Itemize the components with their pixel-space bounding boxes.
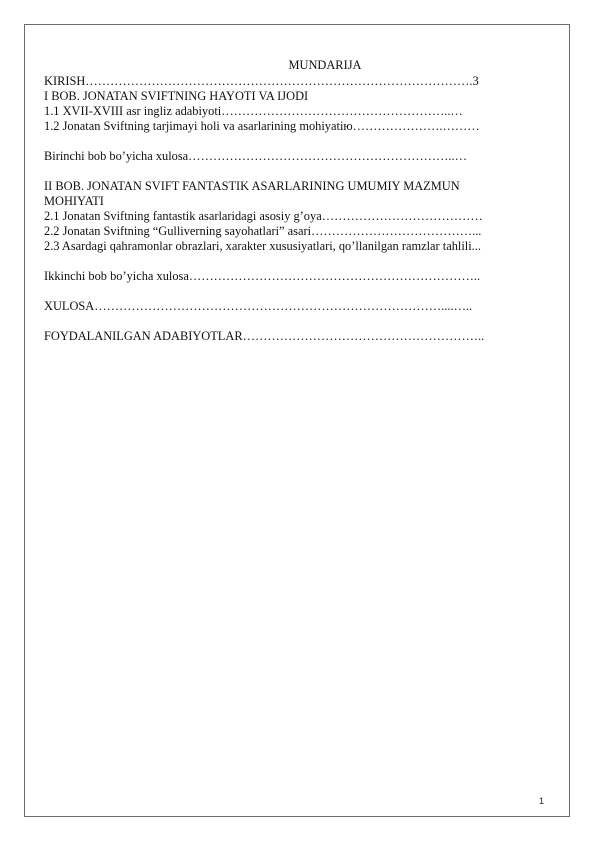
- toc-entry-references: FOYDALANILGAN ADABIYOTLAR…………………………………………………..: [44, 329, 485, 343]
- table-of-contents: [44, 58, 554, 344]
- page-number: 1: [539, 796, 545, 806]
- toc-spacer: [44, 134, 554, 149]
- toc-spacer: [44, 284, 554, 299]
- toc-spacer: [44, 314, 554, 329]
- toc-entry-1-1: 1.1 XVII-XVIII asr ingliz adabiyoti………………………………………………..…: [44, 104, 463, 118]
- toc-chapter-2-heading: II BOB. JONATAN SVIFT FANTASTIK ASARLARINING UMUMIY MAZMUN: [44, 179, 460, 193]
- toc-entry-kirish: KIRISH………………………………………………………………………………….3: [44, 74, 479, 88]
- toc-entry-xulosa: XULOSA…………………………………………………………………………....…..: [44, 299, 473, 313]
- toc-entry-2-3: 2.3 Asardagi qahramonlar obrazlari, xarakter xususiyatlari, qo’llanilgan ramzlar tahlili...: [44, 239, 481, 253]
- toc-chapter-2-heading-cont: MOHIYATI: [44, 194, 104, 208]
- toc-chapter-1-heading: I BOB. JONATAN SVIFTNING HAYOTI VA IJODI: [44, 89, 309, 103]
- toc-spacer: [44, 254, 554, 269]
- toc-entry-2-2: 2.2 Jonatan Sviftning “Gulliverning sayohatlari” asari…………………………………...: [44, 224, 482, 238]
- toc-entry-chapter-1-conclusion: Birinchi bob bo’yicha xulosa………………………………………………………..…: [44, 149, 467, 163]
- toc-spacer: [44, 164, 554, 179]
- toc-title: MUNDARIJA: [288, 58, 362, 72]
- toc-entry-chapter-2-conclusion: Ikkinchi bob bo’yicha xulosa……………………………………………………………..: [44, 269, 481, 283]
- toc-entry-1-2: 1.2 Jonatan Sviftning tarjimayi holi va asarlarining mohiyatiю………………….………: [44, 119, 480, 133]
- toc-entry-2-1: 2.1 Jonatan Sviftning fantastik asarlaridagi asosiy g’oya…………………………………: [44, 209, 483, 223]
